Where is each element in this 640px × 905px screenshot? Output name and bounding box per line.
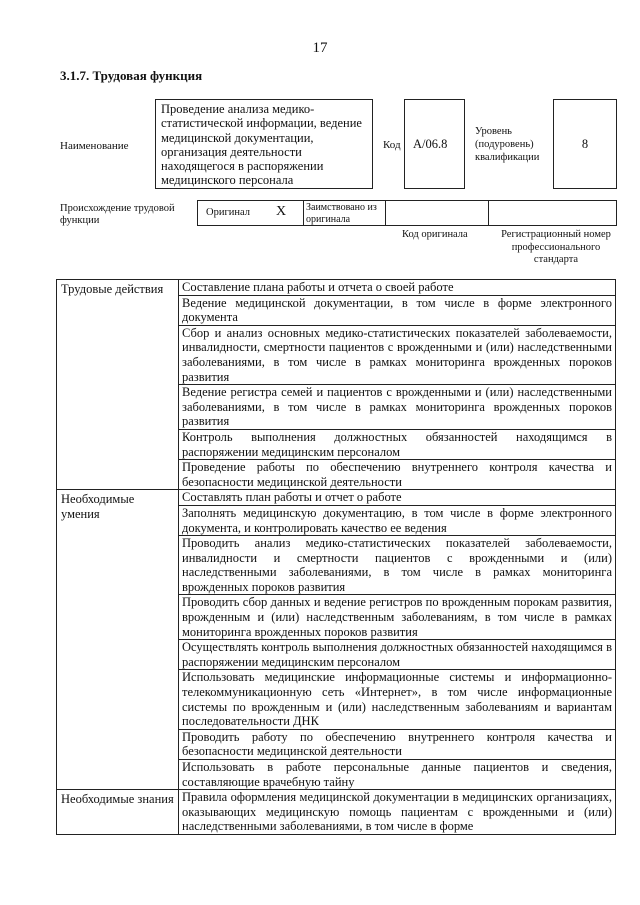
table-row (57, 490, 616, 506)
item-cell: Проведение работы по обеспечению внутреннего контроля качества и безопасности медицинской деятельности (179, 460, 616, 490)
item-cell: Использовать в работе персональные данные пациентов и сведения, составляющие врачебную тайну (179, 760, 616, 790)
original-mark: X (276, 204, 287, 219)
function-name-box: Проведение анализа медико-статистической информации, ведение медицинской документации, организация деятельности находящегося в распоряжении медицинского персонала (155, 99, 373, 189)
item-cell: Сбор и анализ основных медико-статистических показателей заболеваемости, инвалидности, смертности пациентов с врожденными и (или) наследственными заболеваниями, в том числе в рамках мониторинга врожденных пороков развития (179, 325, 616, 384)
item-cell: Составление плана работы и отчета о своей работе (179, 280, 616, 296)
item-cell: Правила оформления медицинской документации в медицинских организациях, оказывающих медицинскую помощь пациентам с врожденными и (или) наследственными заболеваниями, в том числе в форме (179, 790, 616, 835)
item-cell: Контроль выполнения должностных обязанностей находящимся в распоряжении медицинским персоналом (179, 429, 616, 459)
page-number: 17 (312, 40, 328, 56)
code-label: Код (383, 139, 401, 151)
original-label: Оригинал (206, 207, 250, 218)
item-cell: Составлять план работы и отчет о работе (179, 490, 616, 506)
labor-function-table (56, 279, 616, 835)
divider (488, 201, 489, 225)
origin-row (197, 200, 617, 226)
item-cell: Проводить сбор данных и ведение регистров по врожденным порокам развития, врожденным и (или) наследственным заболеваниям, в том числе в рамках мониторинга врожденных пороков развития (179, 595, 616, 640)
level-value: 8 (581, 137, 589, 151)
item-cell: Ведение регистра семей и пациентов с врожденными и (или) наследственными заболеваниями, в том числе в рамках мониторинга врожденных пороков развития (179, 385, 616, 430)
category-cell: Трудовые действия (57, 280, 179, 490)
table-row (57, 280, 616, 296)
section-title: 3.1.7. Трудовая функция (60, 68, 203, 83)
item-cell: Заполнять медицинскую документацию, в том числе в форме электронного документа, и контролировать качество ее ведения (179, 505, 616, 535)
item-cell: Использовать медицинские информационные системы и информационно-телекоммуникационную сеть «Интернет», в том числе информационные системы по врожденным и (или) наследственным заболеваниям и вариантам последовательности ДНК (179, 670, 616, 729)
level-value-box (553, 99, 617, 189)
borrowed-label: Заимствовано из оригинала (306, 202, 377, 225)
table-row (57, 790, 616, 835)
code-value: А/06.8 (413, 137, 448, 151)
original-cell (198, 201, 304, 225)
item-cell: Ведение медицинской документации, в том числе в форме электронного документа (179, 295, 616, 325)
origin-label: Происхождение трудовой функции (60, 203, 175, 226)
code-original-caption: Код оригинала (402, 229, 468, 240)
reg-number-caption: Регистрационный номер профессионального стандарта (501, 229, 611, 265)
level-label: Уровень (подуровень) квалификации (475, 126, 540, 163)
item-cell: Проводить работу по обеспечению внутреннего контроля качества и безопасности медицинской деятельности (179, 729, 616, 759)
item-cell: Проводить анализ медико-статистических показателей заболеваемости, инвалидности и смертности пациентов с врожденными и (или) наследственными заболеваниями, в том числе в рамках мониторинга врожденных пороков развития (179, 536, 616, 595)
item-cell: Осуществлять контроль выполнения должностных обязанностей находящимся в распоряжении медицинским персоналом (179, 640, 616, 670)
divider (385, 201, 386, 225)
category-cell: Необходимые умения (57, 490, 179, 790)
code-value-box (404, 99, 465, 189)
name-label: Наименование (60, 140, 129, 152)
category-cell: Необходимые знания (57, 790, 179, 835)
